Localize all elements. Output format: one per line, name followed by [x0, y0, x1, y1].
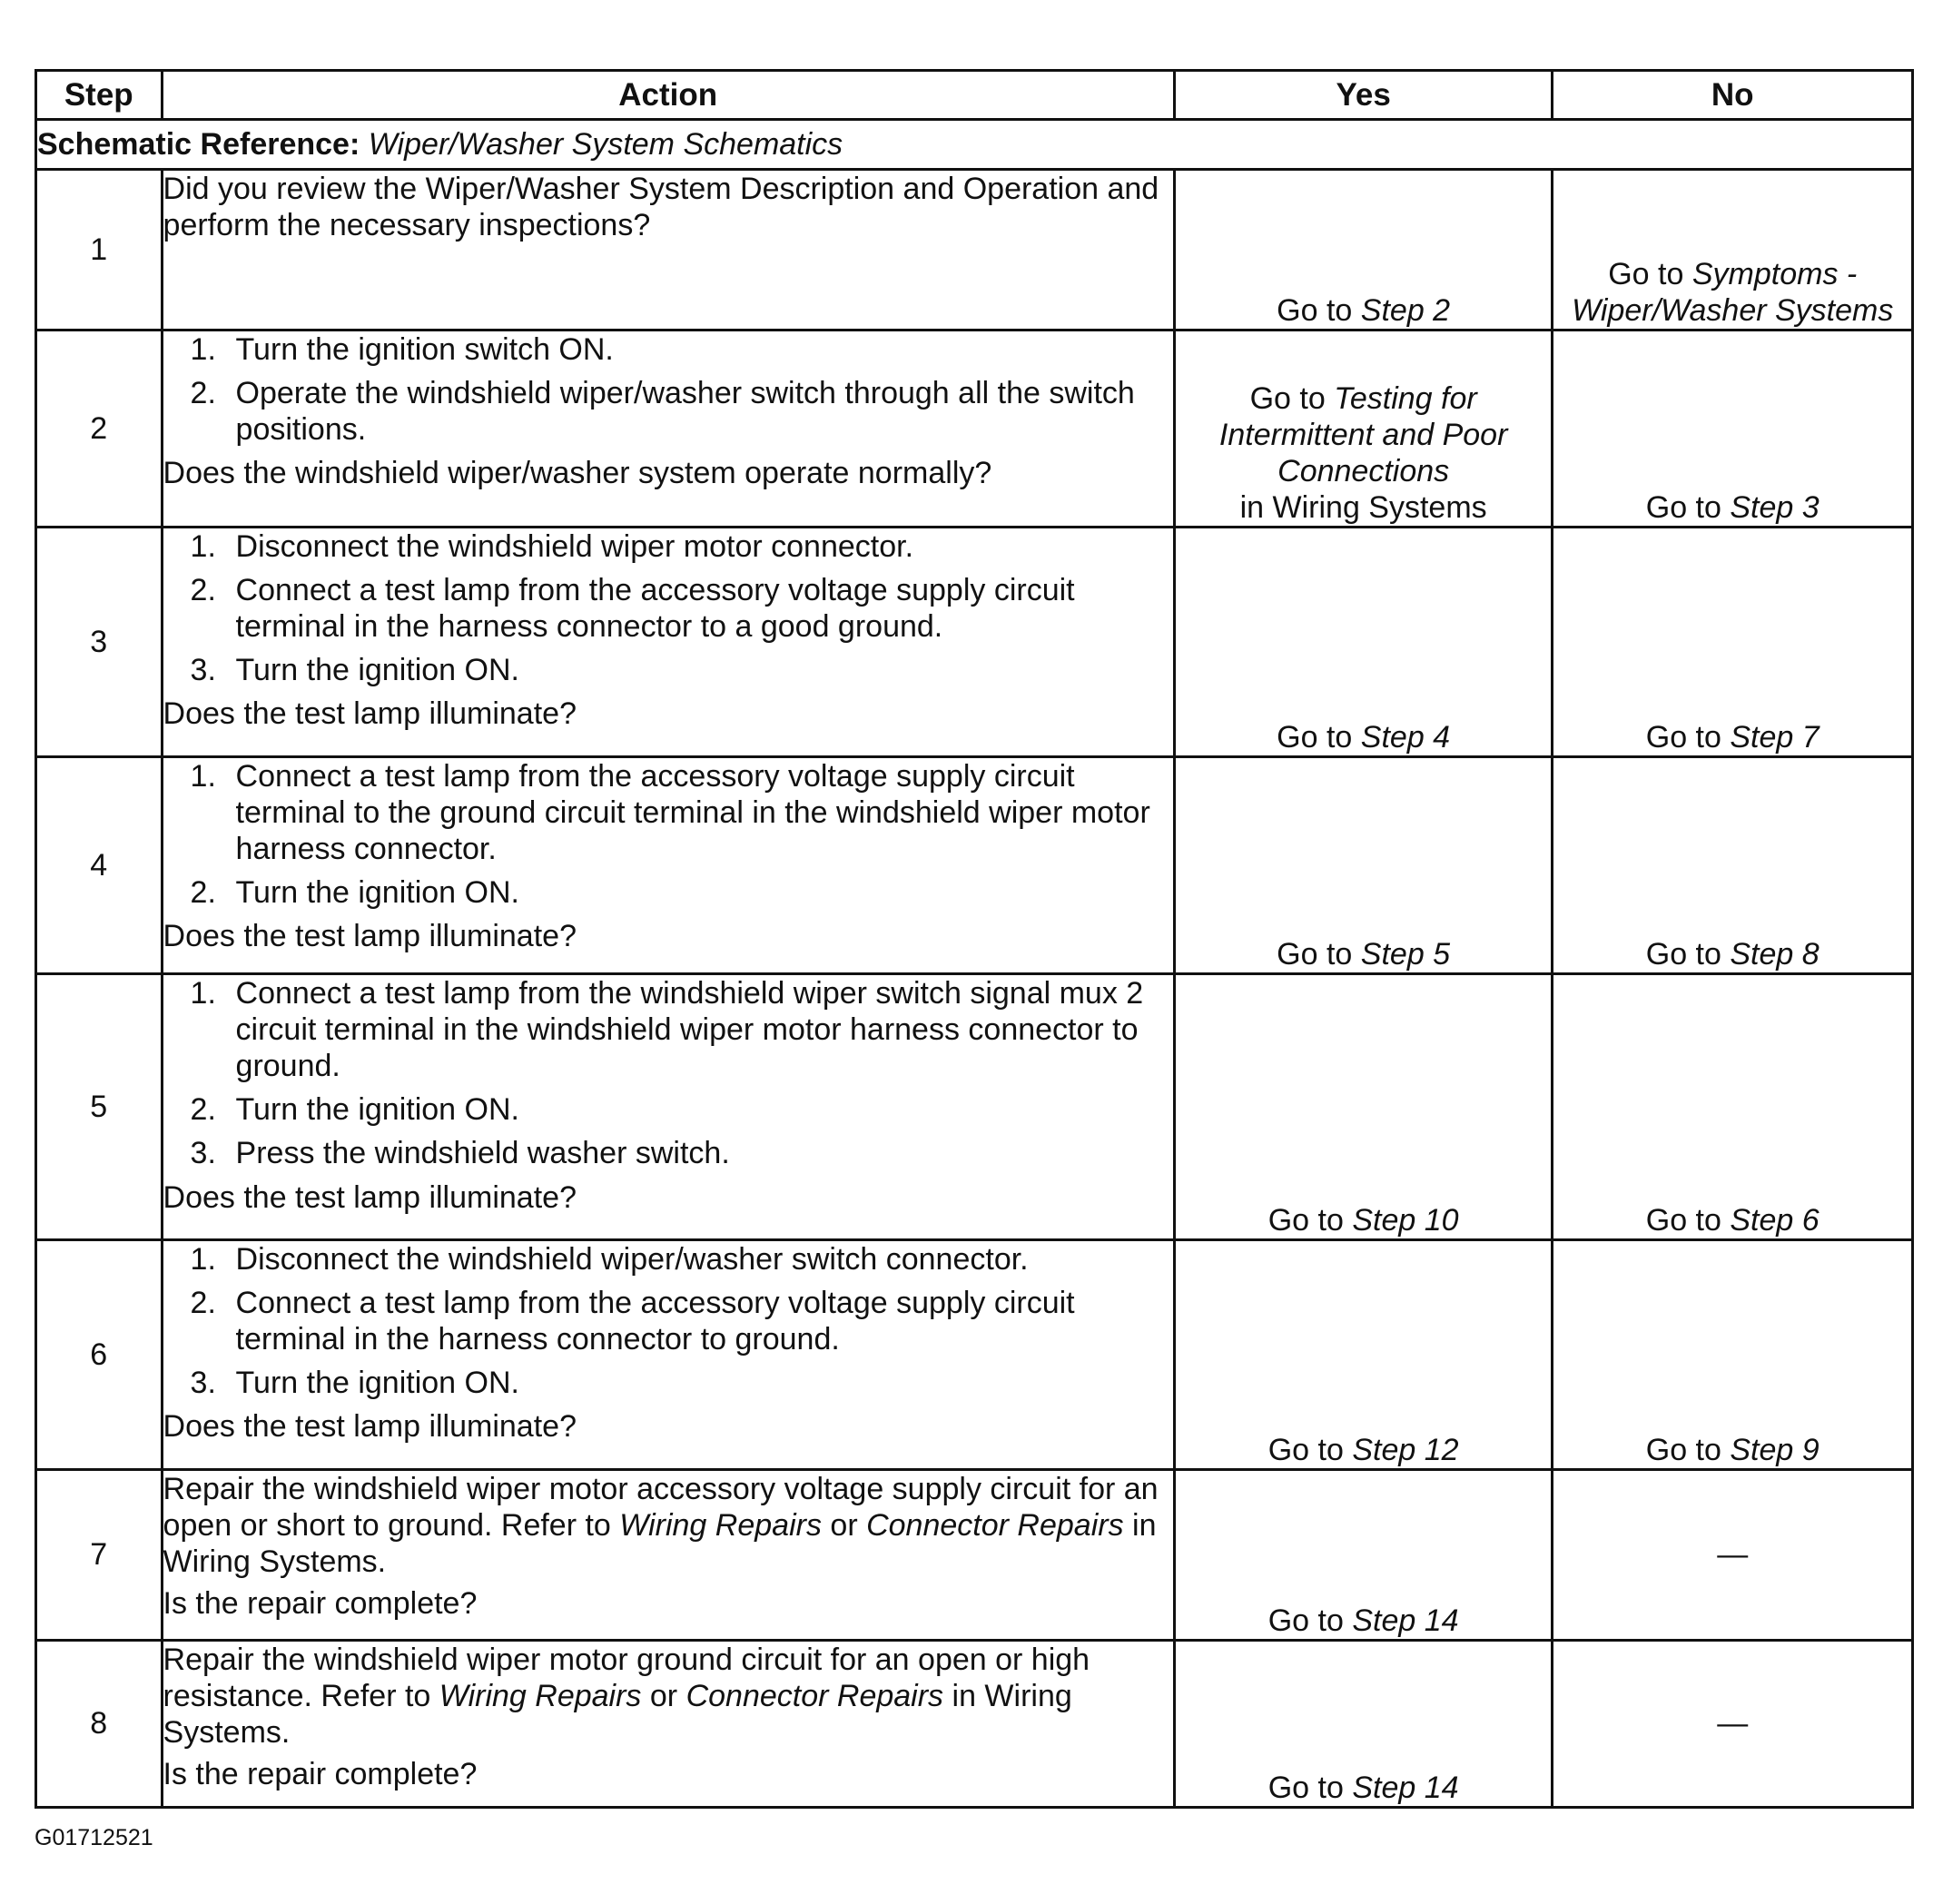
procedure-list	[163, 528, 1173, 688]
step-number: 5	[36, 974, 163, 1240]
no-prefix: Go to	[1645, 719, 1721, 755]
procedure-item: 1. Turn the ignition switch ON.	[190, 332, 614, 367]
procedure-item: 2. Connect a test lamp from the accessory voltage supply circuit terminal in the harness connector to ground.	[190, 1286, 1075, 1357]
schematic-reference	[36, 120, 1913, 170]
yes-link[interactable]: Step 2	[1360, 292, 1451, 328]
table-row	[36, 528, 1913, 757]
procedure-item: 2. Turn the ignition ON.	[190, 875, 519, 911]
yes-link[interactable]: Testing for Intermittent and Poor Connections	[1218, 380, 1508, 488]
no-cell	[1553, 1240, 1913, 1470]
action-cell	[162, 974, 1174, 1240]
yes-cell	[1174, 528, 1553, 757]
no-cell	[1553, 330, 1913, 528]
repair-text: Repair the windshield wiper motor ground circuit for an open or high resistance. Refer to Wiring Repairs or Connector Repairs in Wiring Systems.	[163, 1643, 1090, 1751]
question-text: Is the repair complete?	[163, 1586, 478, 1622]
action-cell	[162, 1470, 1174, 1641]
action-text: Did you review the Wiper/Washer System Description and Operation and perform the necessary inspections?	[163, 172, 1159, 243]
no-prefix: Go to	[1645, 1202, 1721, 1238]
no-link[interactable]: Step 6	[1730, 1202, 1820, 1238]
yes-prefix: Go to	[1267, 1603, 1344, 1638]
table-row	[36, 170, 1913, 330]
procedure-item: 2. Connect a test lamp from the accessory voltage supply circuit terminal in the harness connector to a good ground.	[190, 573, 1075, 645]
action-cell	[162, 528, 1174, 757]
table-row	[36, 330, 1913, 528]
no-link[interactable]: Step 3	[1730, 489, 1820, 525]
step-number: 3	[36, 528, 163, 757]
table-row	[36, 974, 1913, 1240]
no-cell	[1553, 1641, 1913, 1808]
figure-id: G01712521	[35, 1825, 153, 1850]
procedure-item: 1. Disconnect the windshield wiper motor connector.	[190, 529, 914, 564]
yes-cell	[1174, 330, 1553, 528]
question-text: Does the test lamp illuminate?	[163, 1179, 577, 1215]
wiring-repairs-link[interactable]: Wiring Repairs	[619, 1508, 822, 1544]
yes-cell	[1174, 974, 1553, 1240]
procedure-list	[163, 331, 1173, 448]
no-prefix: Go to	[1645, 489, 1721, 525]
question-text: Does the windshield wiper/washer system operate normally?	[163, 456, 992, 491]
yes-prefix: Go to	[1277, 292, 1353, 328]
table-row	[36, 1641, 1913, 1808]
schematic-link[interactable]: Wiper/Washer System Schematics	[368, 126, 843, 162]
action-cell	[162, 757, 1174, 974]
repair-text: Repair the windshield wiper motor accessory voltage supply circuit for an open or short to ground. Refer to Wiring Repairs or Connector Repairs in Wiring Systems.	[163, 1472, 1159, 1580]
yes-link[interactable]: Step 14	[1352, 1770, 1459, 1805]
yes-prefix: Go to	[1267, 1770, 1344, 1805]
procedure-item: 2. Turn the ignition ON.	[190, 1092, 519, 1128]
yes-link[interactable]: Step 5	[1360, 936, 1451, 972]
yes-cell	[1174, 1470, 1553, 1641]
action-cell	[162, 170, 1174, 330]
header-no: No	[1553, 71, 1913, 120]
procedure-item: 1. Connect a test lamp from the accessory voltage supply circuit terminal to the ground circuit terminal in the windshield wiper motor harness connector.	[190, 759, 1150, 867]
procedure-item: 3. Press the windshield washer switch.	[190, 1136, 730, 1171]
no-cell	[1553, 170, 1913, 330]
no-link[interactable]: Symptoms - Wiper/Washer Systems	[1572, 256, 1894, 328]
yes-link[interactable]: Step 12	[1352, 1432, 1459, 1467]
procedure-item: 3. Turn the ignition ON.	[190, 1366, 519, 1401]
schematic-label: Schematic Reference:	[37, 126, 360, 162]
procedure-list	[163, 1241, 1173, 1401]
no-prefix: Go to	[1608, 256, 1684, 291]
no-prefix: Go to	[1645, 936, 1721, 972]
procedure-item: 3. Turn the ignition ON.	[190, 653, 519, 688]
header-row	[36, 71, 1913, 120]
yes-cell	[1174, 757, 1553, 974]
question-text: Does the test lamp illuminate?	[163, 696, 577, 732]
step-number: 4	[36, 757, 163, 974]
connector-repairs-link[interactable]: Connector Repairs	[685, 1679, 944, 1714]
connector-repairs-link[interactable]: Connector Repairs	[866, 1508, 1124, 1544]
no-cell	[1553, 974, 1913, 1240]
yes-link[interactable]: Step 14	[1352, 1603, 1459, 1638]
action-cell	[162, 1240, 1174, 1470]
no-link[interactable]: Step 9	[1730, 1432, 1820, 1467]
question-text: Does the test lamp illuminate?	[163, 919, 577, 954]
yes-prefix: Go to	[1267, 1432, 1344, 1467]
table-row	[36, 757, 1913, 974]
step-number: 8	[36, 1641, 163, 1808]
wiring-repairs-link[interactable]: Wiring Repairs	[439, 1679, 642, 1714]
header-action: Action	[162, 71, 1174, 120]
procedure-list	[163, 758, 1173, 911]
no-link[interactable]: Step 8	[1730, 936, 1820, 972]
procedure-item: 2. Operate the windshield wiper/washer switch through all the switch positions.	[190, 376, 1135, 448]
question-text: Is the repair complete?	[163, 1757, 478, 1792]
table-row	[36, 1240, 1913, 1470]
procedure-item: 1. Disconnect the windshield wiper/washer switch connector.	[190, 1242, 1029, 1277]
yes-suffix: in Wiring Systems	[1239, 489, 1487, 525]
yes-link[interactable]: Step 10	[1352, 1202, 1459, 1238]
procedure-item: 1. Connect a test lamp from the windshield wiper switch signal mux 2 circuit terminal in the windshield wiper motor harness connector to ground.	[190, 976, 1144, 1084]
yes-cell	[1174, 170, 1553, 330]
yes-link[interactable]: Step 4	[1360, 719, 1451, 755]
no-cell	[1553, 757, 1913, 974]
yes-prefix: Go to	[1249, 380, 1326, 416]
no-prefix: Go to	[1645, 1432, 1721, 1467]
yes-cell	[1174, 1240, 1553, 1470]
no-link[interactable]: Step 7	[1730, 719, 1820, 755]
step-number: 2	[36, 330, 163, 528]
diagnostic-table	[35, 69, 1914, 1809]
table-row	[36, 1470, 1913, 1641]
header-step: Step	[36, 71, 163, 120]
step-number: 7	[36, 1470, 163, 1641]
step-number: 1	[36, 170, 163, 330]
yes-prefix: Go to	[1277, 719, 1353, 755]
no-cell	[1553, 1470, 1913, 1641]
procedure-list	[163, 975, 1173, 1172]
action-cell	[162, 1641, 1174, 1808]
question-text: Does the test lamp illuminate?	[163, 1409, 577, 1445]
step-number: 6	[36, 1240, 163, 1470]
yes-prefix: Go to	[1267, 1202, 1344, 1238]
no-dash: —	[1717, 1537, 1749, 1573]
yes-prefix: Go to	[1277, 936, 1353, 972]
no-dash: —	[1717, 1706, 1749, 1741]
action-cell	[162, 330, 1174, 528]
no-cell	[1553, 528, 1913, 757]
yes-cell	[1174, 1641, 1553, 1808]
schematic-row	[36, 120, 1913, 170]
header-yes: Yes	[1174, 71, 1553, 120]
